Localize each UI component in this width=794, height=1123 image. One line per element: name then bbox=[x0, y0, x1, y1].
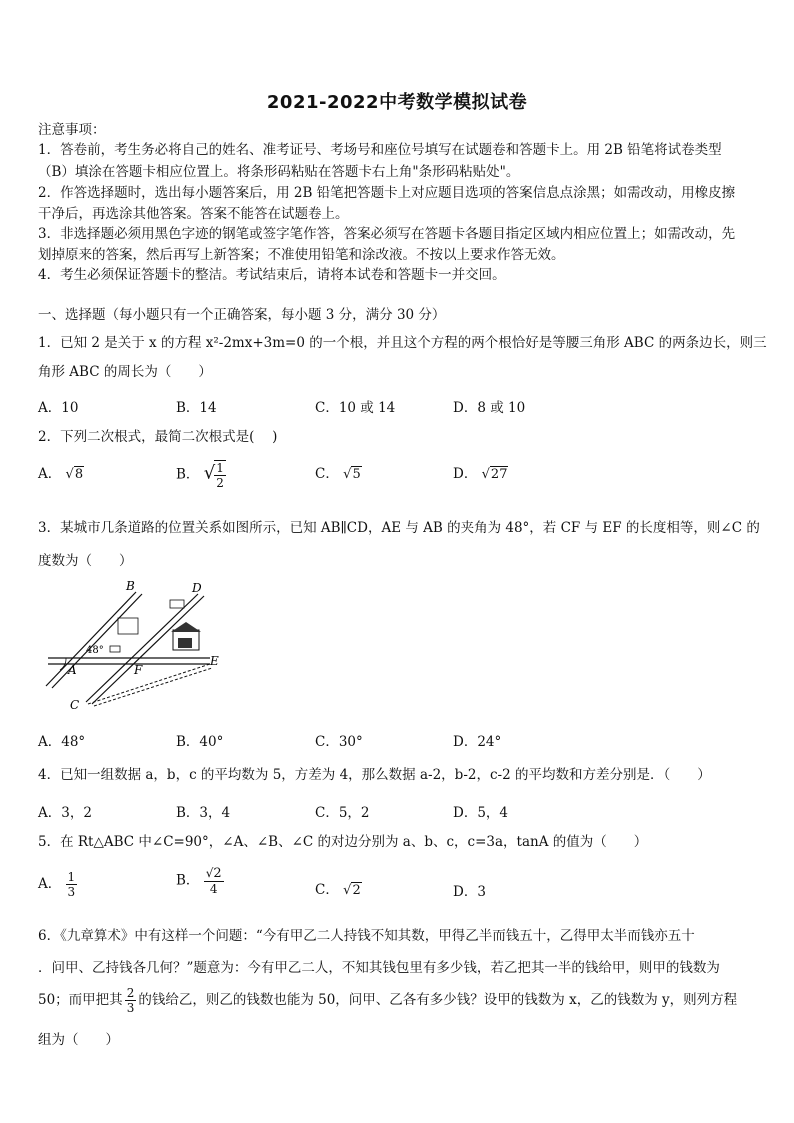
car-icon bbox=[110, 646, 120, 652]
option-c: C．30° bbox=[315, 734, 363, 750]
option-a: A．10 bbox=[38, 400, 79, 416]
radicand: 2 bbox=[352, 883, 361, 898]
option-a bbox=[38, 870, 77, 899]
notice-line: 2．作答选择题时，选出每小题答案后，用 2B 铅笔把答题卡上对应题目选项的答案信息点涂黑；如需改动，用橡皮擦 bbox=[38, 185, 736, 201]
point-f-label: F bbox=[134, 663, 143, 677]
point-c-label: C bbox=[70, 698, 80, 712]
option-a: A．3，2 bbox=[38, 805, 92, 821]
question-6-stem: 组为（ ） bbox=[38, 1032, 119, 1048]
option-label: C． bbox=[315, 882, 339, 898]
option-c: C．10 或 14 bbox=[315, 400, 396, 416]
notice-line: （B）填涂在答题卡相应位置上。将条形码粘贴在答题卡右上角"条形码粘贴处"。 bbox=[38, 164, 520, 180]
radicand: 5 bbox=[352, 467, 361, 482]
stem-text: 的钱给乙，则乙的钱数也能为 50，问甲、乙各有多少钱？设甲的钱数为 x，乙的钱数为 y，则列方程 bbox=[138, 992, 738, 1008]
numerator: 2 bbox=[126, 986, 135, 1000]
denominator: 2 bbox=[216, 476, 224, 490]
question-6-stem: ．问甲、乙持钱各几何？”题意为：今有甲乙二人，不知其钱包里有多少钱，若乙把其一半的钱给甲，则甲的钱数为 bbox=[38, 960, 720, 976]
fraction bbox=[66, 870, 78, 899]
notice-line: 1．答卷前，考生务必将自己的姓名、准考证号、考场号和座位号填写在试题卷和答题卡上。用 2B 铅笔将试卷类型 bbox=[38, 142, 722, 158]
radicand: 2 bbox=[213, 866, 222, 881]
radical: √8 bbox=[65, 467, 84, 482]
option-label: A． bbox=[38, 876, 62, 892]
option-label: A． bbox=[38, 466, 62, 482]
question-5-stem: 5．在 Rt△ABC 中∠C=90°，∠A、∠B、∠C 的对边分别为 a、b、c，c=3a，tanA 的值为（ ） bbox=[38, 834, 648, 850]
option-d: D．3 bbox=[453, 884, 486, 900]
numerator: √2 bbox=[205, 866, 222, 881]
angle-label: 48° bbox=[86, 645, 104, 656]
point-b-label: B bbox=[126, 579, 135, 593]
notice-line: 干净后，再选涂其他答案。答案不能答在试题卷上。 bbox=[38, 206, 349, 222]
option-b bbox=[176, 460, 226, 490]
question-3-stem: 3．某城市几条道路的位置关系如图所示，已知 AB∥CD，AE 与 AB 的夹角为 48°，若 CF 与 EF 的长度相等，则∠C 的 bbox=[38, 520, 760, 536]
question-2-stem: 2．下列二次根式，最简二次根式是( ) bbox=[38, 429, 278, 445]
notice-line: 3．非选择题必须用黑色字迹的钢笔或签字笔作答，答案必须写在答题卡各题目指定区域内相应位置上；如需改动，先 bbox=[38, 226, 736, 242]
sign-icon bbox=[170, 600, 184, 608]
notice-line: 4．考生必须保证答题卡的整洁。考试结束后，请将本试卷和答题卡一并交回。 bbox=[38, 267, 506, 283]
question-1-stem: 角形 ABC 的周长为（ ） bbox=[38, 364, 212, 380]
option-label: D． bbox=[453, 466, 478, 482]
question-3-stem: 度数为（ ） bbox=[38, 553, 133, 569]
numerator: 1 bbox=[216, 461, 224, 475]
option-a: A．48° bbox=[38, 734, 86, 750]
radical: √5 bbox=[343, 467, 361, 482]
point-a-label: A bbox=[68, 663, 77, 677]
radicand: 27 bbox=[490, 467, 508, 482]
question-6-stem: 6．《九章算术》中有这样一个问题：“今有甲乙二人持钱不知其数，甲得乙半而钱五十，乙得甲太半而钱亦五十 bbox=[38, 928, 695, 944]
notice-line: 划掉原来的答案，然后再写上新答案；不准使用铅笔和涂改液。不按以上要求作答无效。 bbox=[38, 247, 565, 263]
denominator: 4 bbox=[209, 882, 218, 896]
option-d: D．8 或 10 bbox=[453, 400, 526, 416]
option-b: B．14 bbox=[176, 400, 217, 416]
option-b bbox=[176, 866, 224, 896]
question-6-stem bbox=[38, 986, 737, 1015]
denominator: 3 bbox=[126, 1001, 135, 1015]
option-d: D．24° bbox=[453, 734, 502, 750]
road-figure bbox=[38, 578, 238, 718]
option-d: D．5，4 bbox=[453, 805, 509, 821]
question-4-stem: 4．已知一组数据 a，b，c 的平均数为 5，方差为 4，那么数据 a-2，b-2，c-2 的平均数和方差分别是．（ ） bbox=[38, 767, 711, 783]
point-d-label: D bbox=[192, 581, 202, 595]
option-c: C．5，2 bbox=[315, 805, 370, 821]
option-label: B． bbox=[176, 466, 200, 483]
option-c bbox=[315, 462, 362, 482]
option-label: C． bbox=[315, 466, 339, 482]
stem-text: 50；而甲把其 bbox=[38, 992, 123, 1008]
option-a bbox=[38, 462, 84, 482]
section-heading: 一、选择题（每小题只有一个正确答案，每小题 3 分，满分 30 分） bbox=[38, 307, 446, 323]
page-title: 2021-2022中考数学模拟试卷 bbox=[266, 92, 528, 113]
denominator: 3 bbox=[67, 885, 76, 899]
option-b: B．3，4 bbox=[176, 805, 231, 821]
notice-heading: 注意事项： bbox=[38, 122, 106, 138]
option-c bbox=[315, 878, 362, 898]
fraction bbox=[214, 460, 226, 490]
radical: √2 bbox=[343, 883, 361, 898]
building-icon bbox=[118, 618, 138, 634]
option-d bbox=[453, 462, 508, 482]
point-e-label: E bbox=[210, 654, 219, 668]
fraction bbox=[204, 866, 224, 896]
option-label: B． bbox=[176, 872, 200, 889]
numerator: 1 bbox=[67, 870, 76, 884]
question-1-stem: 1．已知 2 是关于 x 的方程 x²-2mx+3m=0 的一个根，并且这个方程的两个根恰好是等腰三角形 ABC 的两条边长，则三 bbox=[38, 335, 767, 351]
radical: √ bbox=[203, 462, 216, 484]
option-b: B．40° bbox=[176, 734, 224, 750]
fraction bbox=[125, 986, 137, 1015]
radical: √27 bbox=[481, 467, 508, 482]
radicand: 8 bbox=[74, 467, 84, 482]
